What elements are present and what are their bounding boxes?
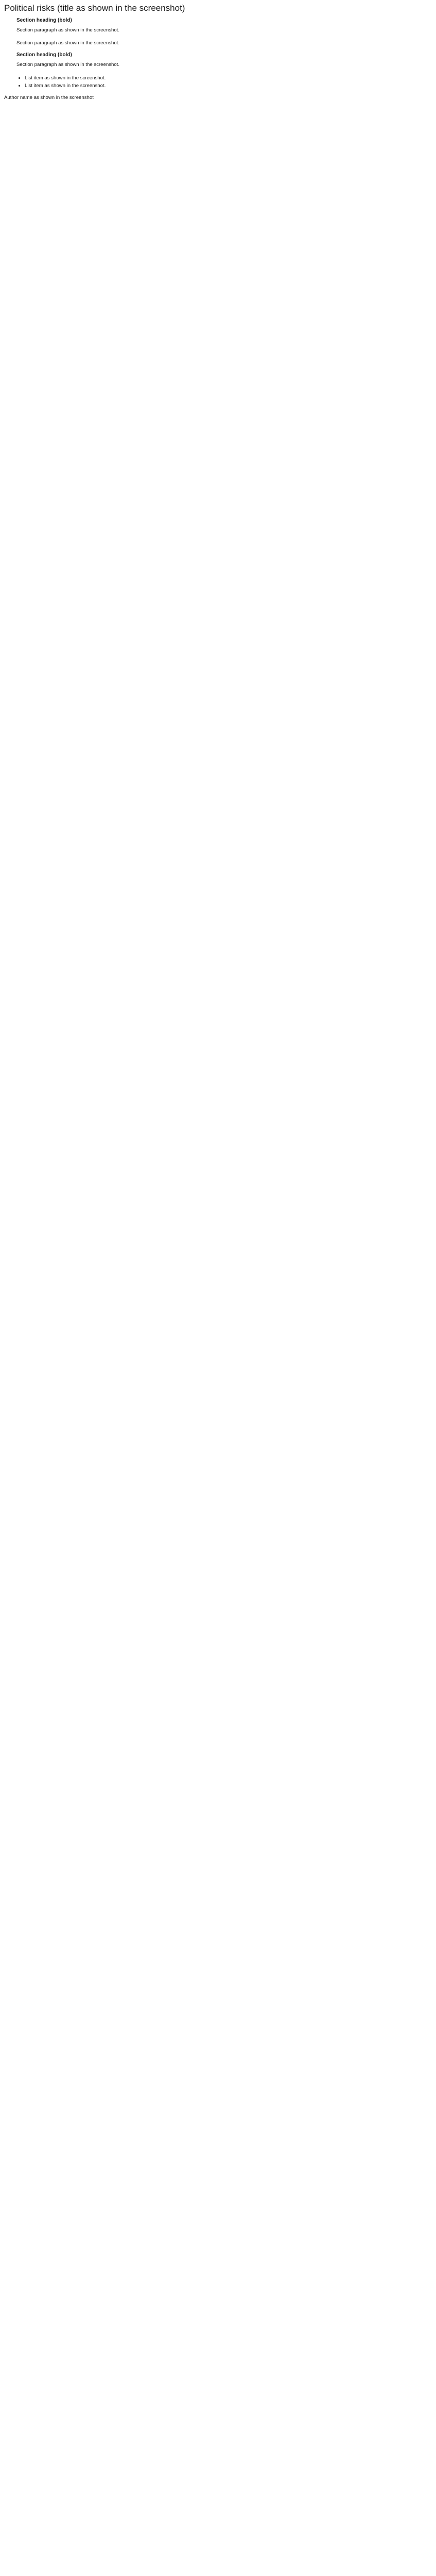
bullet-list [4, 74, 432, 90]
section-heading: Section heading (bold) [16, 52, 72, 58]
author-signature: Author name as shown in the screenshot [4, 95, 94, 101]
document-body [4, 18, 432, 90]
paragraph: Section paragraph as shown in the screenshot. [16, 40, 119, 46]
paragraph: Section paragraph as shown in the screenshot. [16, 27, 119, 33]
list-item: • List item as shown in the screenshot. [25, 74, 432, 82]
section-heading: Section heading (bold) [16, 18, 72, 23]
page-title: Political risks (title as shown in the screenshot) [4, 3, 185, 13]
paragraph: Section paragraph as shown in the screenshot. [16, 62, 119, 68]
list-item: • List item as shown in the screenshot. [25, 82, 432, 90]
